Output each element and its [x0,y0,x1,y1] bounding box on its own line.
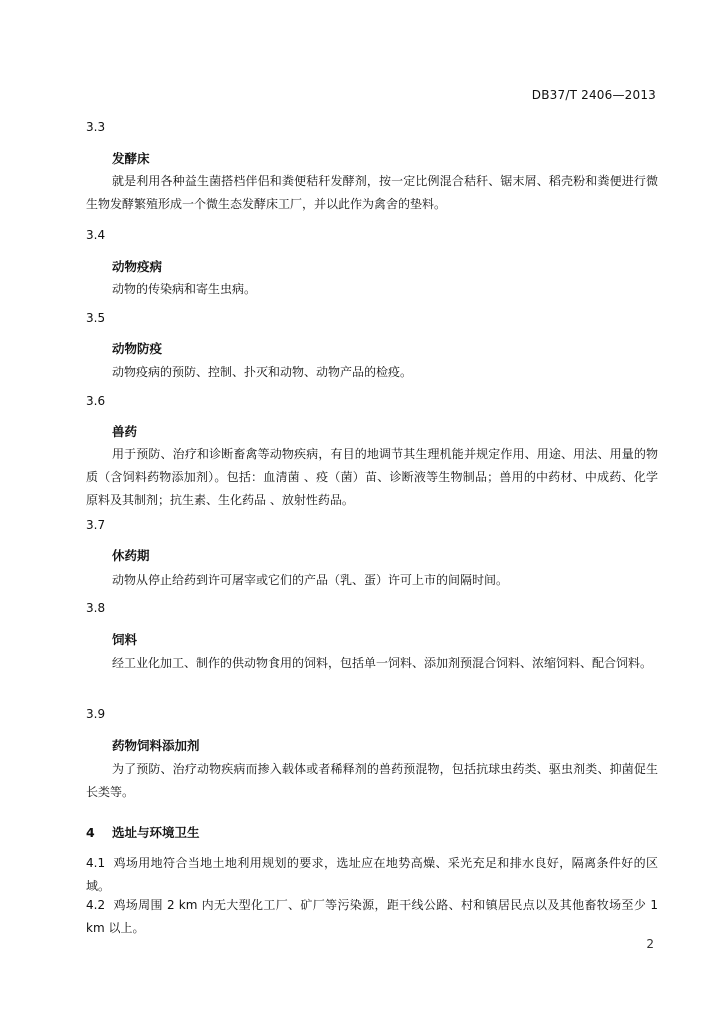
term-title: 动物疫病 [112,259,163,274]
term-definition: 动物疫病的预防、控制、扑灭和动物、动物产品的检疫。 [112,365,413,379]
section-title: 选址与环境卫生 [112,825,200,840]
section-heading [86,823,200,841]
term-title: 药物饲料添加剂 [112,738,200,753]
clause-text: 鸡场用地符合当地土地利用规划的要求，选址应在地势高燥、采光充足和排水良好，隔离条件好的区域。 [86,856,658,893]
term-title: 兽药 [112,424,138,439]
term-number: 3.5 [86,311,106,325]
clause-number: 4.2 [86,898,106,912]
term-definition: 动物的传染病和寄生虫病。 [112,282,257,296]
term-title: 发酵床 [112,151,150,166]
term-number: 3.8 [86,601,106,615]
term-definition: 用于预防、治疗和诊断畜禽等动物疾病，有目的地调节其生理机能并规定作用、用途、用法、用量的物质（含饲料药物添加剂）。包括：血清菌 、疫（菌）苗、诊断液等生物制品；兽用的中药材、中成药、化学原料及其制剂；抗生素、生化药品 、放射性药品。 [86,447,658,507]
page-number: 2 [646,937,654,951]
term-number: 3.4 [86,228,106,242]
term-title: 休药期 [112,548,150,563]
term-definition: 为了预防、治疗动物疾病而掺入载体或者稀释剂的兽药预混物，包括抗球虫药类、驱虫剂类、抑菌促生长类等。 [86,762,658,799]
clause-number: 4.1 [86,856,106,870]
term-definition: 经工业化加工、制作的供动物食用的饲料，包括单一饲料、添加剂预混合饲料、浓缩饲料、配合饲料。 [112,656,653,670]
section-number: 4 [86,825,95,840]
term-definition: 动物从停止给药到许可屠宰或它们的产品（乳、蛋）许可上市的间隔时间。 [112,573,509,587]
standard-code: DB37/T 2406—2013 [531,88,656,102]
term-number: 3.7 [86,518,106,532]
clause [86,852,658,898]
term-title: 动物防疫 [112,341,163,356]
term-definition: 就是利用各种益生菌搭档伴侣和粪便秸秆发酵剂，按一定比例混合秸秆、锯末屑、稻壳粉和粪便进行微生物发酵繁殖形成一个微生态发酵床工厂，并以此作为禽舍的垫料。 [86,174,658,211]
term-title: 饲料 [112,632,138,647]
term-number: 3.6 [86,394,106,408]
term-number: 3.9 [86,707,106,721]
clause [86,894,658,940]
term-number: 3.3 [86,120,106,134]
clause-text: 鸡场周围 2 km 内无大型化工厂、矿厂等污染源，距干线公路、村和镇居民点以及其他畜牧场至少 1 km 以上。 [86,898,658,935]
